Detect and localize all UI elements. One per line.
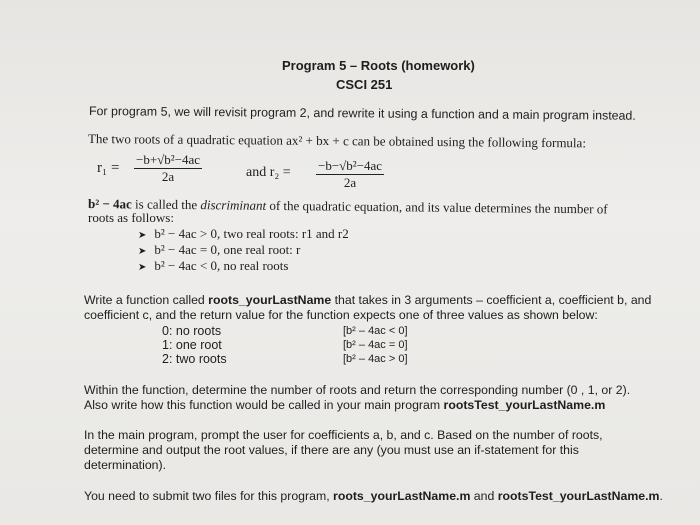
within-text-2: Also write how this function would be called in your main program [84,398,444,412]
r1-formula [134,152,202,185]
bullet-item [138,242,300,258]
return-value-label: 1: one root [162,338,222,352]
function-name: roots_yourLastName [208,293,332,307]
return-value-condition: [b² – 4ac > 0] [343,353,408,365]
return-value-label: 0: no roots [162,324,222,338]
write-fn-text-1: Write a function called [84,293,209,307]
r1-numerator: −b+√b²−4ac [136,152,201,167]
r1-denominator: 2a [161,169,175,184]
arrow-bullet-icon: ➤ [138,246,147,257]
bullet-item [138,258,288,274]
arrow-bullet-icon: ➤ [138,262,147,273]
within-line-2 [84,398,605,412]
page-title: Program 5 – Roots (homework) [282,58,475,73]
bullet-item [138,226,349,242]
write-fn-text-3: coefficient c, and the return value for the function expects one of three values as shown below: [84,308,598,322]
discriminant-expr: b² − 4ac [87,196,132,212]
return-value-condition: [b² – 4ac = 0] [343,339,408,351]
submit-end: . [659,489,663,503]
submit-file-1: roots_yourLastName.m [333,489,471,503]
main-text-2: determine and output the root values, if there are any (you must use an if-statement for this [84,443,579,457]
return-value-label: 2: two roots [162,352,227,366]
disc-text-1: is called the [131,196,201,213]
submit-line [84,489,663,503]
formula-intro: The two roots of a quadratic equation ax² + bx + c can be obtained using the following formula: [87,131,587,151]
within-text-1: Within the function, determine the number of roots and return the corresponding number (0 , 1, or 2). [84,383,631,397]
submit-and: and [470,489,498,503]
submit-file-2: rootsTest_yourLastName.m [497,489,660,503]
r2-numerator: −b−√b²−4ac [318,158,383,173]
write-function-line [84,293,651,307]
bullet-text: b² − 4ac = 0, one real root: r [154,242,301,257]
bullet-text: b² − 4ac > 0, two real roots: r1 and r2 [154,226,349,241]
submit-text: You need to submit two files for this program, [84,489,334,503]
disc-text-2: of the quadratic equation, and its value determines the number of [266,197,608,217]
bullet-text: b² − 4ac < 0, no real roots [154,258,289,273]
arrow-bullet-icon: ➤ [138,230,147,241]
write-fn-text-2: that takes in 3 arguments – coefficient a, coefficient b, and [331,293,652,307]
main-text-1: In the main program, prompt the user for coefficients a, b, and c. Based on the number of roots, [84,428,603,442]
return-value-condition: [b² – 4ac < 0] [343,325,408,337]
r1-label: r₁ = [97,160,120,176]
main-text-3: determination). [84,458,167,472]
disc-text-3: roots as follows: [88,210,174,225]
main-program-name: rootsTest_yourLastName.m [443,398,606,412]
disc-italic: discriminant [200,197,267,213]
r2-label: and r₂ = [246,165,291,180]
r2-denominator: 2a [343,175,357,190]
course-code: CSCI 251 [336,77,393,92]
intro-text: For program 5, we will revisit program 2, and rewrite it using a function and a main program instead. [88,104,636,123]
r2-formula [316,158,384,191]
